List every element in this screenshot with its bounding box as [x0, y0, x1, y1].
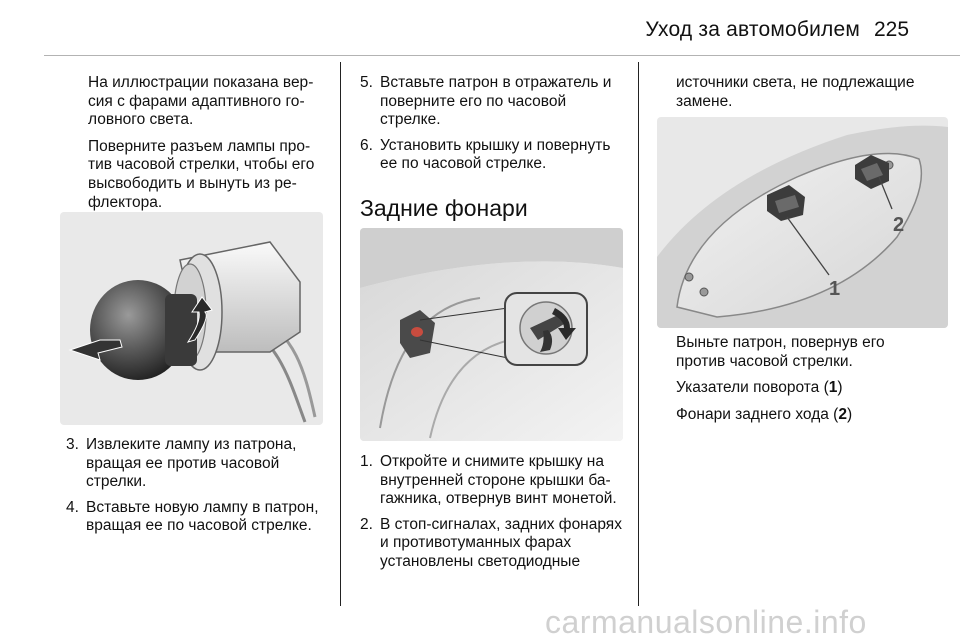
page-number: 225	[874, 18, 910, 41]
continuation-paragraph: источники света, не подлежащие замене.	[676, 74, 915, 110]
watermark: carmanualsonline.info	[545, 604, 867, 640]
instruction-paragraph: Поверните разъем лампы против часовой стрелки, чтобы его высвободить и вынуть из рефлектора.	[88, 137, 315, 211]
column-separator-2	[638, 62, 639, 606]
figure-label-1: 1	[829, 278, 841, 300]
intro-paragraph: На иллюстрации показана версия с фарами адаптивного головного света.	[88, 74, 314, 129]
column-separator-1	[340, 62, 341, 606]
section-title-rear-lights: Задние фонари	[360, 194, 528, 221]
turn-signals-line: Указатели поворота (1)	[676, 379, 843, 397]
column-3-bottom	[676, 334, 936, 432]
remove-socket-paragraph: Выньте патрон, повернув его против часовой стрелки.	[676, 334, 885, 370]
step-3: 3. Извлеките лампу из патрона, вращая ее против часовой стрелки.	[66, 436, 297, 491]
reverse-lights-line: Фонари заднего хода (2)	[676, 405, 853, 423]
step-1: 1. Откройте и снимите крышку на внутренней стороне крышки багажника, отвернув винт монетой.	[360, 453, 617, 508]
step-5: 5. Вставьте патрон в отражатель и поверните его по часовой стрелке.	[360, 74, 612, 129]
column-2	[360, 74, 628, 238]
column-2-steps	[360, 453, 628, 579]
step-4: 4. Вставьте новую лампу в патрон, вращая ее по часовой стрелке.	[66, 498, 319, 535]
figure-label-2: 2	[893, 214, 905, 236]
column-1	[88, 74, 328, 220]
column-1-steps	[66, 436, 336, 543]
page-header-title: Уход за автомобилем	[645, 18, 860, 41]
header-rule	[44, 55, 960, 56]
trunk-lid-cover-figure	[360, 228, 623, 441]
rear-lamp-socket-figure	[657, 117, 948, 328]
step-2: 2. В стоп-сигналах, задних фонарях и противотуманных фарах установлены светодиодные	[360, 515, 622, 570]
bulb-removal-figure	[60, 212, 323, 425]
column-3	[676, 74, 926, 119]
step-6: 6. Установить крышку и повернуть ее по часовой стрелке.	[360, 136, 611, 173]
